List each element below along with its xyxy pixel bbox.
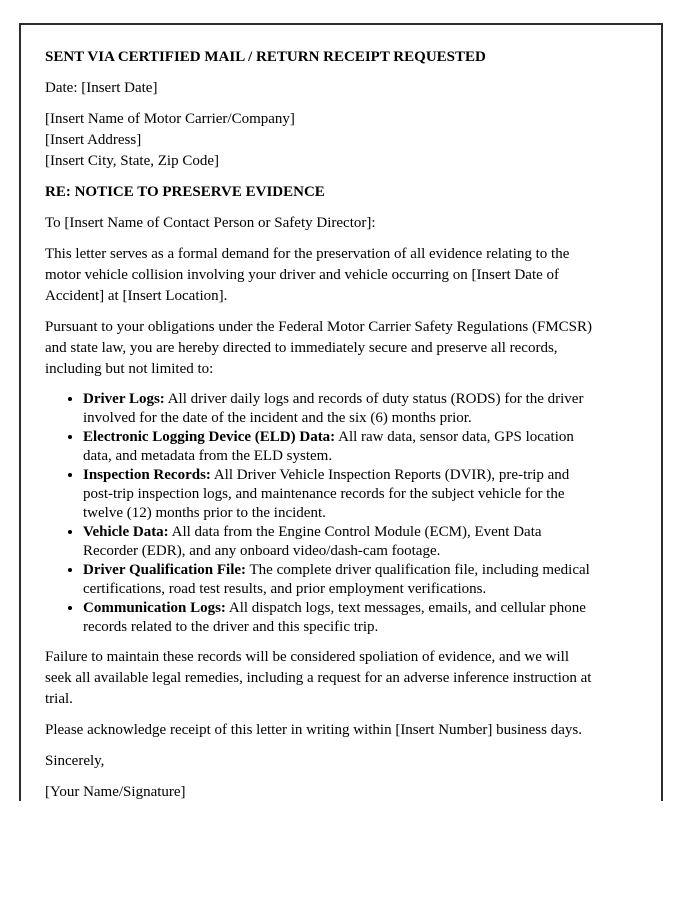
- text-line: involved for the date of the incident and the six (6) months prior.: [83, 410, 472, 426]
- bullet-label: Driver Logs:: [83, 391, 165, 407]
- text-line: seek all available legal remedies, including a request for an adverse inference instruction at: [45, 670, 592, 686]
- text-line: twelve (12) months prior to the incident.: [83, 505, 326, 521]
- bullet-label: Inspection Records:: [83, 467, 211, 483]
- bullet-text: The complete driver qualification file, including medical: [246, 562, 590, 578]
- text-line: certifications, road test results, and prior employment verifications.: [83, 581, 487, 597]
- recipient-address-block: [45, 109, 637, 172]
- list-item-driver-qualification-file: [83, 561, 637, 599]
- paragraph-fmcsr-obligations: [45, 317, 637, 380]
- salutation-line: To [Insert Name of Contact Person or Safety Director]:: [45, 215, 376, 231]
- closing-line: Sincerely,: [45, 753, 105, 769]
- text-line: [83, 428, 637, 447]
- bullet-text: All data from the Engine Control Module (ECM), Event Data: [168, 524, 542, 540]
- text-line: [83, 523, 637, 542]
- certified-mail-header: SENT VIA CERTIFIED MAIL / RETURN RECEIPT REQUESTED: [45, 49, 486, 65]
- list-item-driver-logs: [83, 390, 637, 428]
- letter-border-frame: [19, 23, 663, 801]
- bullet-label: Communication Logs:: [83, 600, 226, 616]
- evidence-list: [45, 390, 637, 637]
- text-line: including but not limited to:: [45, 361, 214, 377]
- subject-line: RE: NOTICE TO PRESERVE EVIDENCE: [45, 184, 325, 200]
- recipient-address-line: [Insert Address]: [45, 132, 142, 148]
- bullet-label: Driver Qualification File:: [83, 562, 247, 578]
- text-line: This letter serves as a formal demand for the preservation of all evidence relating to the: [45, 246, 570, 262]
- bullet-label: Vehicle Data:: [83, 524, 169, 540]
- text-line: [83, 599, 637, 618]
- bullet-text: All raw data, sensor data, GPS location: [335, 429, 574, 445]
- text-line: Recorder (EDR), and any onboard video/dash-cam footage.: [83, 543, 441, 559]
- signature-line: [Your Name/Signature]: [45, 784, 186, 800]
- list-item-communication-logs: [83, 599, 637, 637]
- text-line: motor vehicle collision involving your driver and vehicle occurring on [Insert Date of: [45, 267, 560, 283]
- text-line: data, and metadata from the ELD system.: [83, 448, 333, 464]
- list-item-vehicle-data: [83, 523, 637, 561]
- text-line: and state law, you are hereby directed to immediately secure and preserve all records,: [45, 340, 558, 356]
- text-line: Accident] at [Insert Location].: [45, 288, 228, 304]
- text-line: post-trip inspection logs, and maintenance records for the subject vehicle for the: [83, 486, 565, 502]
- bullet-text: All driver daily logs and records of duty status (RODS) for the driver: [164, 391, 584, 407]
- paragraph-formal-demand: [45, 244, 637, 307]
- text-line: trial.: [45, 691, 73, 707]
- date-line: Date: [Insert Date]: [45, 80, 158, 96]
- recipient-city-state-zip-line: [Insert City, State, Zip Code]: [45, 153, 219, 169]
- paragraph-acknowledge-receipt: Please acknowledge receipt of this letter in writing within [Insert Number] business days.: [45, 722, 582, 738]
- text-line: Failure to maintain these records will be considered spoliation of evidence, and we will: [45, 649, 570, 665]
- list-item-inspection-records: [83, 466, 637, 523]
- text-line: records related to the driver and this specific trip.: [83, 619, 379, 635]
- paragraph-spoliation-warning: [45, 647, 637, 710]
- text-line: [83, 390, 637, 409]
- bullet-text: All Driver Vehicle Inspection Reports (DVIR), pre-trip and: [210, 467, 570, 483]
- list-item-eld-data: [83, 428, 637, 466]
- text-line: [83, 466, 637, 485]
- recipient-company-line: [Insert Name of Motor Carrier/Company]: [45, 111, 295, 127]
- bullet-text: All dispatch logs, text messages, emails, and cellular phone: [225, 600, 586, 616]
- bullet-label: Electronic Logging Device (ELD) Data:: [83, 429, 336, 445]
- text-line: [83, 561, 637, 580]
- text-line: Pursuant to your obligations under the Federal Motor Carrier Safety Regulations (FMCSR): [45, 319, 593, 335]
